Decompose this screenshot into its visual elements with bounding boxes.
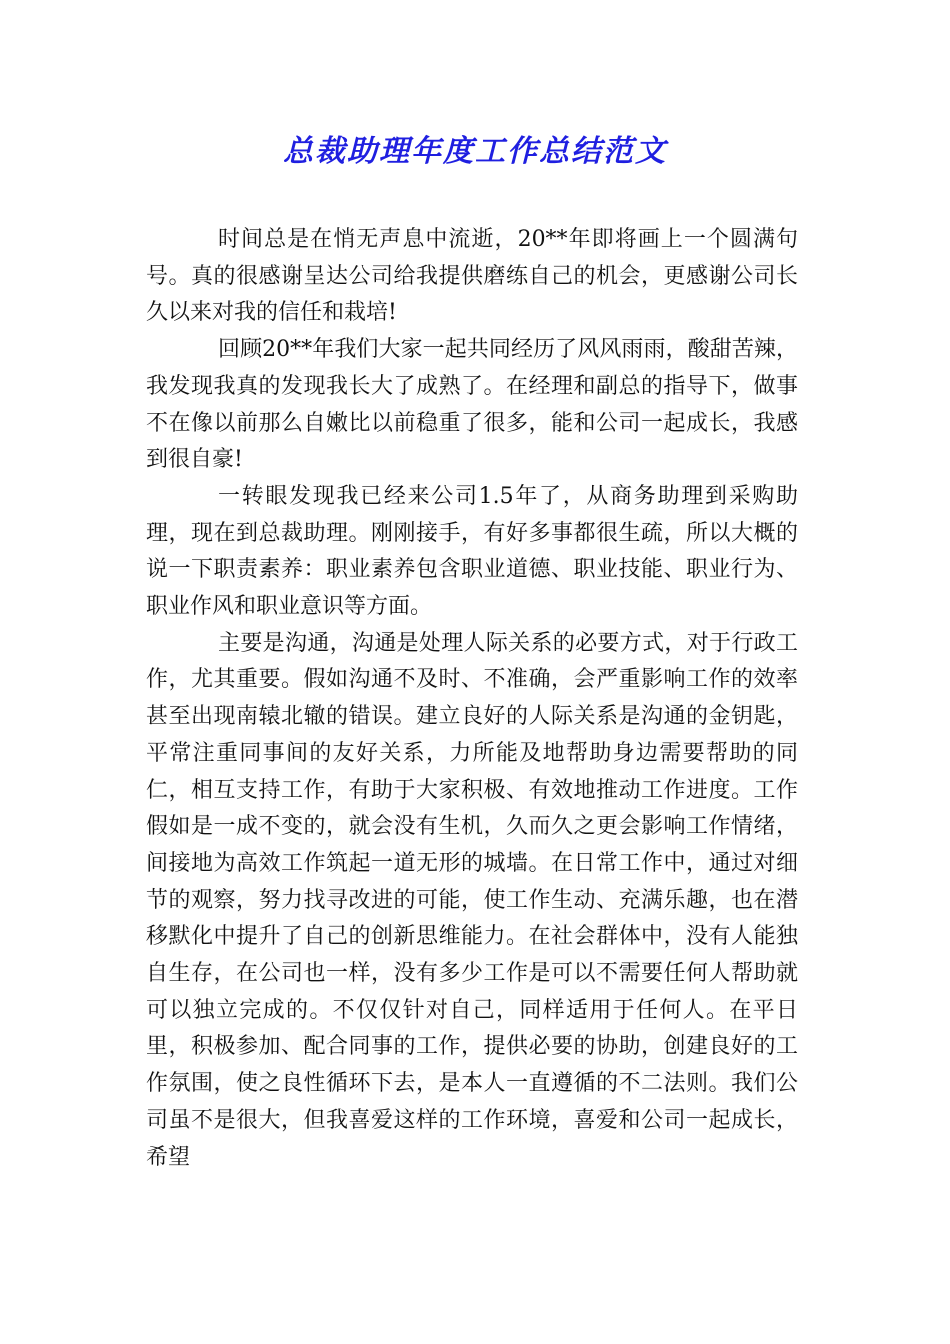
document-title: 总裁助理年度工作总结范文 bbox=[283, 134, 667, 169]
paragraph-4: 主要是沟通，沟通是处理人际关系的必要方式，对于行政工作，尤其重要。假如沟通不及时、不准确，会严重影响工作的效率甚至出现南辕北辙的错误。建立良好的人际关系是沟通的金钥匙，平常注重同事间的友好关系，力所能及地帮助身边需要帮助的同仁，相互支持工作，有助于大家积极、有效地推动工作进度。工作假如是一成不变的，就会没有生机，久而久之更会影响工作情绪，间接地为高效工作筑起一道无形的城墙。在日常工作中，通过对细节的观察，努力找寻改进的可能，使工作生动、充满乐趣，也在潜移默化中提升了自己的创新思维能力。在社会群体中，没有人能独自生存，在公司也一样，没有多少工作是可以不需要任何人帮助就可以独立完成的。不仅仅针对自己，同样适用于任何人。在平日里，积极参加、配合同事的工作，提供必要的协助，创建良好的工作氛围，使之良性循环下去，是本人一直遵循的不二法则。我们公司虽不是很大，但我喜爱这样的工作环境，喜爱和公司一起成长，希望 bbox=[146, 630, 798, 1170]
paragraph-1: 时间总是在悄无声息中流逝，20**年即将画上一个圆满句号。真的很感谢呈达公司给我提供磨练自己的机会，更感谢公司长久以来对我的信任和栽培! bbox=[146, 227, 798, 326]
paragraph-2: 回顾20**年我们大家一起共同经历了风风雨雨，酸甜苦辣，我发现我真的发现我长大了成熟了。在经理和副总的指导下，做事不在像以前那么自嫩比以前稳重了很多，能和公司一起成长，我感到很自豪! bbox=[146, 337, 798, 473]
paragraph-3: 一转眼发现我已经来公司1.5年了，从商务助理到采购助理，现在到总裁助理。刚刚接手，有好多事都很生疏，所以大概的说一下职责素养：职业素养包含职业道德、职业技能、职业行为、职业作风和职业意识等方面。 bbox=[146, 483, 798, 620]
document-body bbox=[146, 222, 798, 1176]
